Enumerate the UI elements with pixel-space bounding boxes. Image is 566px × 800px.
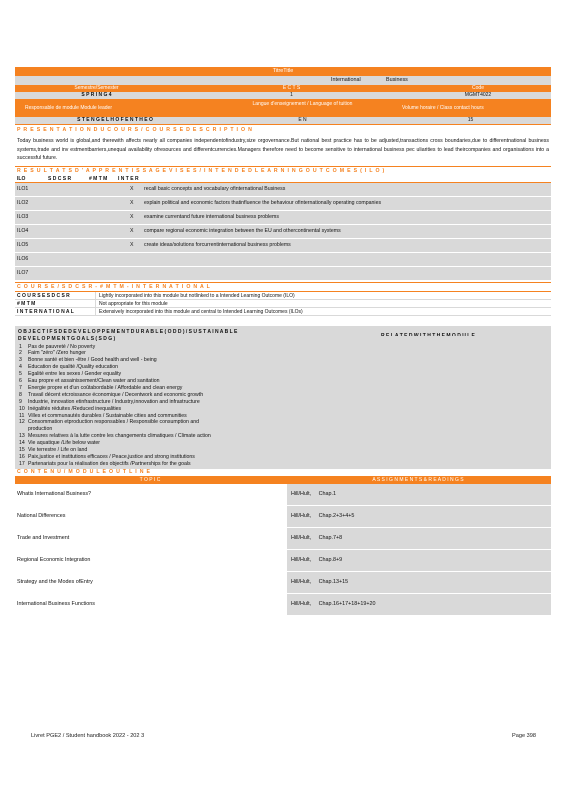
ilo-col-label: ILO — [17, 175, 26, 182]
table-row: ILO2 X explain political and economic factors thatinfluence the behaviour ofinternationally operating companies — [15, 197, 551, 211]
table-row: Whatis International Business? Hill/Hult, Chap.1 — [15, 484, 551, 506]
code-label: Code — [472, 85, 484, 91]
semester-header-row — [15, 85, 551, 92]
mtm-col-label: # M T M — [89, 175, 108, 182]
title-label: TitreTitle — [272, 68, 294, 74]
table-row: ILO1 X recall basic concepts and vocabulary ofinternational Business — [15, 183, 551, 197]
list-item: 1 Pas de pauvreté / No poverty — [19, 343, 96, 350]
semester-value-row — [15, 92, 551, 99]
list-item: 17 Partenariats pour la réalisation des objectifs /Partnerships for the goals — [19, 460, 191, 467]
list-item: 13 Mesures relatives à la lutte contre les changements climatiques / Climate action — [19, 433, 211, 440]
sdg-related-label: R E L A T E D W I T H T H E M O D U L E — [381, 332, 475, 336]
table-row: Trade and Investment Hill/Hult, Chap.7+8 — [15, 528, 551, 550]
module-leader-value: S T E N G E L H O F E N T H E O — [77, 117, 153, 123]
contents-column-header — [15, 476, 551, 484]
title-header-row — [15, 67, 551, 76]
sdg-heading-2: D E V E L O P M E N T G O A L S ( S D G ) — [18, 335, 116, 342]
language-label: Langue d'enseignement / Language of tuition — [252, 101, 353, 107]
ects-value: 1 — [290, 92, 293, 98]
volume-label: Volume horaire / Class contact hours — [402, 105, 484, 111]
presentation-heading: P R E S E N T A T I O N D U C O U R S / C O U R S E D E S C R I P T I O N — [15, 124, 551, 135]
semester-value: S P R I N G 4 — [81, 92, 112, 98]
list-item: 7 Energie propre et d'un coûtabordable / Affordable and clean energy — [19, 384, 183, 391]
module-sheet — [15, 67, 551, 616]
list-item: 11 Villes et communautés durables / Sustainable cities and communities — [19, 412, 187, 419]
list-item: 14 Vie aquatique /Life below water — [19, 440, 101, 447]
ilo-table — [15, 183, 551, 281]
contents-table — [15, 484, 551, 616]
page-number: Page 398 — [512, 733, 536, 739]
contents-heading: C O N T E N U / M O D U L E O U T L I N E — [17, 468, 151, 475]
code-value: MGMT4022 — [464, 92, 492, 98]
sdg-heading: O B J E C T I F S D E D E V E L O P P E M E N T D U R A B L E ( O D D ) / S U S T A I N A B L E — [18, 328, 238, 335]
list-item: 10 Inégalités réduites /Reduced inequalities — [19, 405, 122, 412]
table-row: C O U R S E S D C S R Lightly incorporated into this module but notlinked to a Intended Learning Outcome (ILO) — [15, 292, 551, 300]
list-item: production — [28, 426, 53, 433]
list-item: 4 Education de qualité /Quality education — [19, 364, 118, 371]
list-item: 2 Faim "zéro" /Zero hunger — [19, 350, 86, 357]
ilo-column-header — [15, 176, 551, 183]
sdg-block — [15, 326, 551, 469]
volume-value: 15 — [467, 117, 474, 123]
sdg-list — [15, 344, 551, 468]
table-row: # M T M Not appropriate for this module — [15, 300, 551, 308]
title-value-2: Business — [386, 77, 408, 83]
list-item: 3 Bonne santé et bien -être / Good health and well - being — [19, 357, 157, 364]
list-item: 5 Egalité entre les sexes / Gender equality — [19, 371, 122, 378]
table-row: ILO3 X examine currentand future international business problems — [15, 211, 551, 225]
table-row: ILO4 X compare regional economic integration between the EU and othercontinental systems — [15, 225, 551, 239]
course-description: Today business world is global,and therewith affects nearly all companies independentofindustry,size orgovernance.But national best practice has to be adjusted,transactions cross boundaries,due to differentnational business systems,trade and inv estmentbarriers,unequal availability ofresources and differentcurrencies.Managers therefore need to become sensitive to international business pec uliarities to lead theircompanies and organisations into a successful future. — [15, 135, 551, 166]
list-item: 15 Vie terrestre / Life on land — [19, 447, 88, 454]
table-row: International Business Functions Hill/Hult, Chap.16+17+18+19+20 — [15, 594, 551, 616]
table-row: I N T E R N A T I O N A L Extensively incorporated into this module and central to Intended Learning Outcomes (ILOs) — [15, 308, 551, 316]
table-row: National Differences Hill/Hult, Chap.2+3+4+5 — [15, 506, 551, 528]
language-value: E N — [298, 117, 307, 123]
responsible-value-row — [15, 117, 551, 124]
assignments-col-label: A S S I G N M E N T S & R E A D I N G S — [372, 476, 464, 483]
title-value-1: International — [331, 77, 361, 83]
footer-handbook-label: Livret PGE2 / Student handbook 2022 - 202 3 — [31, 733, 145, 739]
table-row: ILO7 — [15, 267, 551, 281]
course-integration-table — [15, 291, 551, 316]
list-item: 12 Consommation etproduction responsables / Responsible consumption and — [19, 419, 200, 426]
inter-col-label: I N T E R — [118, 175, 139, 182]
title-value-row — [15, 76, 551, 85]
table-row: ILO5 X create ideas/solutions forcurrentinternational business problems — [15, 239, 551, 253]
responsible-label: Responsable de module Module leader — [25, 105, 113, 111]
list-item: 9 Industrie, innovation etinfrastructure / Industry,innovation and infrastructure — [19, 398, 200, 405]
responsible-header-row — [15, 99, 551, 117]
ilo-heading: R E S U L T A T S D ' A P P R E N T I S S A G E V I S E S / I N T E N D E D L E A R N I N G O U T C O M E S ( I L O ) — [15, 166, 551, 176]
list-item: 16 Paix,justice et institutions efficaces / Peace,justice and strong institutions — [19, 454, 195, 460]
table-row: Strategy and the Modes ofEntry Hill/Hult, Chap.13+15 — [15, 572, 551, 594]
table-row: Regional Economic Integration Hill/Hult, Chap.8+9 — [15, 550, 551, 572]
list-item: 6 Eau propre et assainissement/Clean water and sanitation — [19, 378, 160, 385]
list-item: 8 Travail décent etcroissance économique / Decentwork and economic growth — [19, 391, 204, 398]
course-integration-heading: C O U R S E / S D C S R - # M T M - I N T E R N A T I O N A L — [15, 282, 551, 291]
page-footer — [31, 733, 536, 739]
ects-label: E C T S — [282, 85, 301, 91]
sdcsr-col-label: S D C S R — [48, 175, 72, 182]
table-row: ILO6 — [15, 253, 551, 267]
semester-label: Semestre/Semester — [74, 85, 119, 91]
topic-col-label: T O P I C — [139, 476, 161, 483]
